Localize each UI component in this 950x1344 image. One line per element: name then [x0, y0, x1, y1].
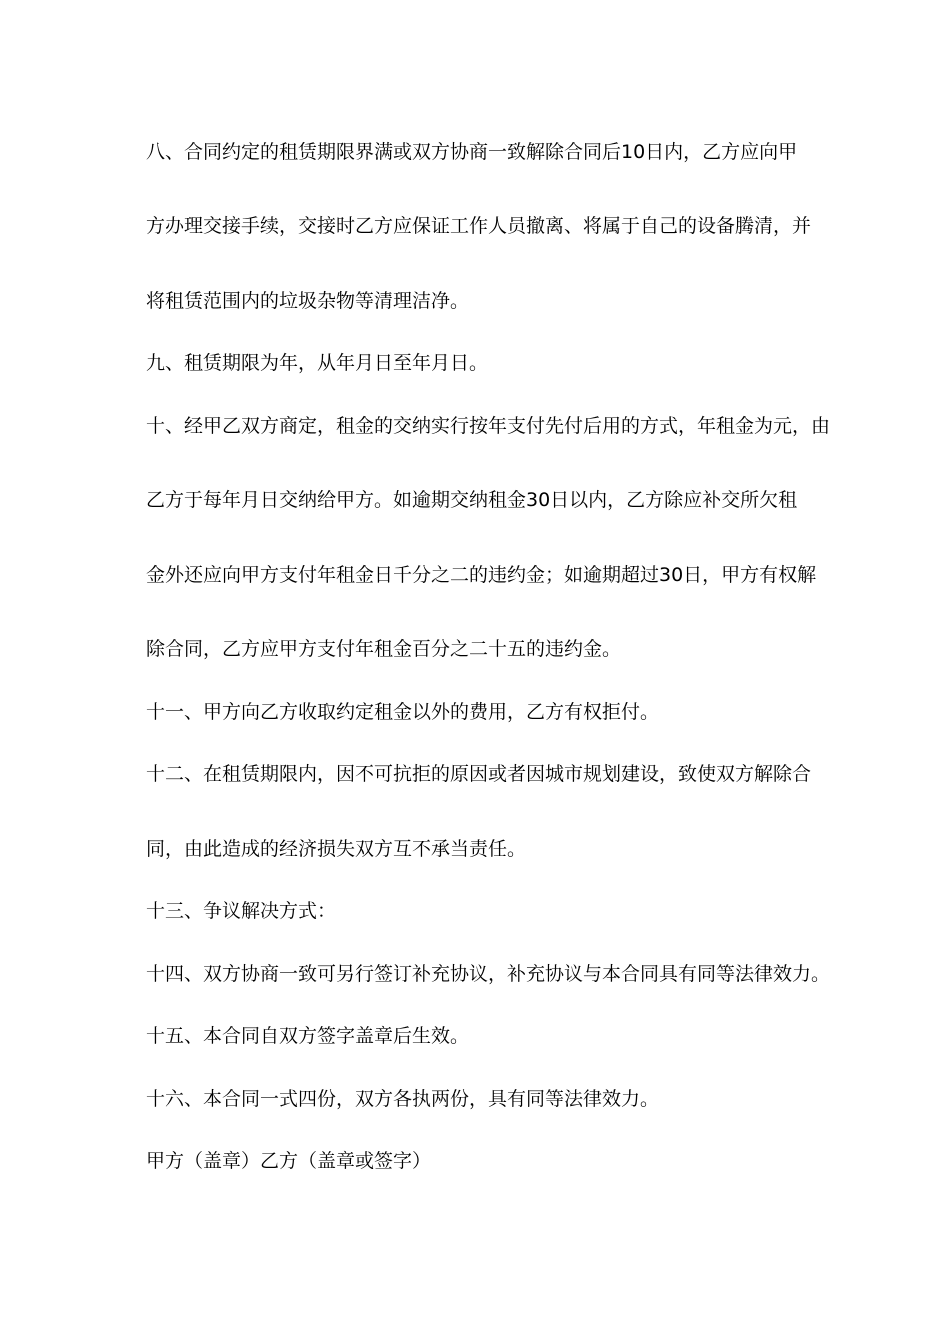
clause-8-line-2: 方办理交接手续，交接时乙方应保证工作人员撤离、将属于自己的设备腾清，并	[146, 215, 812, 237]
clause-10-line-4: 除合同，乙方应甲方支付年租金百分之二十五的违约金。	[146, 638, 622, 660]
clause-11: 十一、甲方向乙方收取约定租金以外的费用，乙方有权拒付。	[146, 701, 660, 723]
clause-8-line-3: 将租赁范围内的垃圾杂物等清理洁净。	[146, 290, 470, 312]
clause-16: 十六、本合同一式四份，双方各执两份，具有同等法律效力。	[146, 1088, 660, 1110]
clause-15: 十五、本合同自双方签字盖章后生效。	[146, 1025, 470, 1047]
clause-10-line-1: 十、经甲乙双方商定，租金的交纳实行按年支付先付后用的方式，年租金为元，由	[146, 415, 831, 437]
clause-9: 九、租赁期限为年，从年月日至年月日。	[146, 352, 489, 374]
clause-12-line-2: 同，由此造成的经济损失双方互不承当责任。	[146, 838, 527, 860]
clause-14: 十四、双方协商一致可另行签订补充协议，补充协议与本合同具有同等法律效力。	[146, 963, 831, 985]
clause-12-line-1: 十二、在租赁期限内，因不可抗拒的原因或者因城市规划建设，致使双方解除合	[146, 763, 812, 785]
clause-13: 十三、争议解决方式：	[146, 900, 337, 922]
clause-10-line-3: 金外还应向甲方支付年租金日千分之二的违约金；如逾期超过30日，甲方有权解	[146, 564, 817, 586]
signature-line: 甲方（盖章）乙方（盖章或签字）	[146, 1150, 432, 1172]
clause-8-line-1: 八、合同约定的租赁期限界满或双方协商一致解除合同后10日内，乙方应向甲	[146, 141, 798, 163]
clause-10-line-2: 乙方于每年月日交纳给甲方。如逾期交纳租金30日以内，乙方除应补交所欠租	[146, 489, 798, 511]
